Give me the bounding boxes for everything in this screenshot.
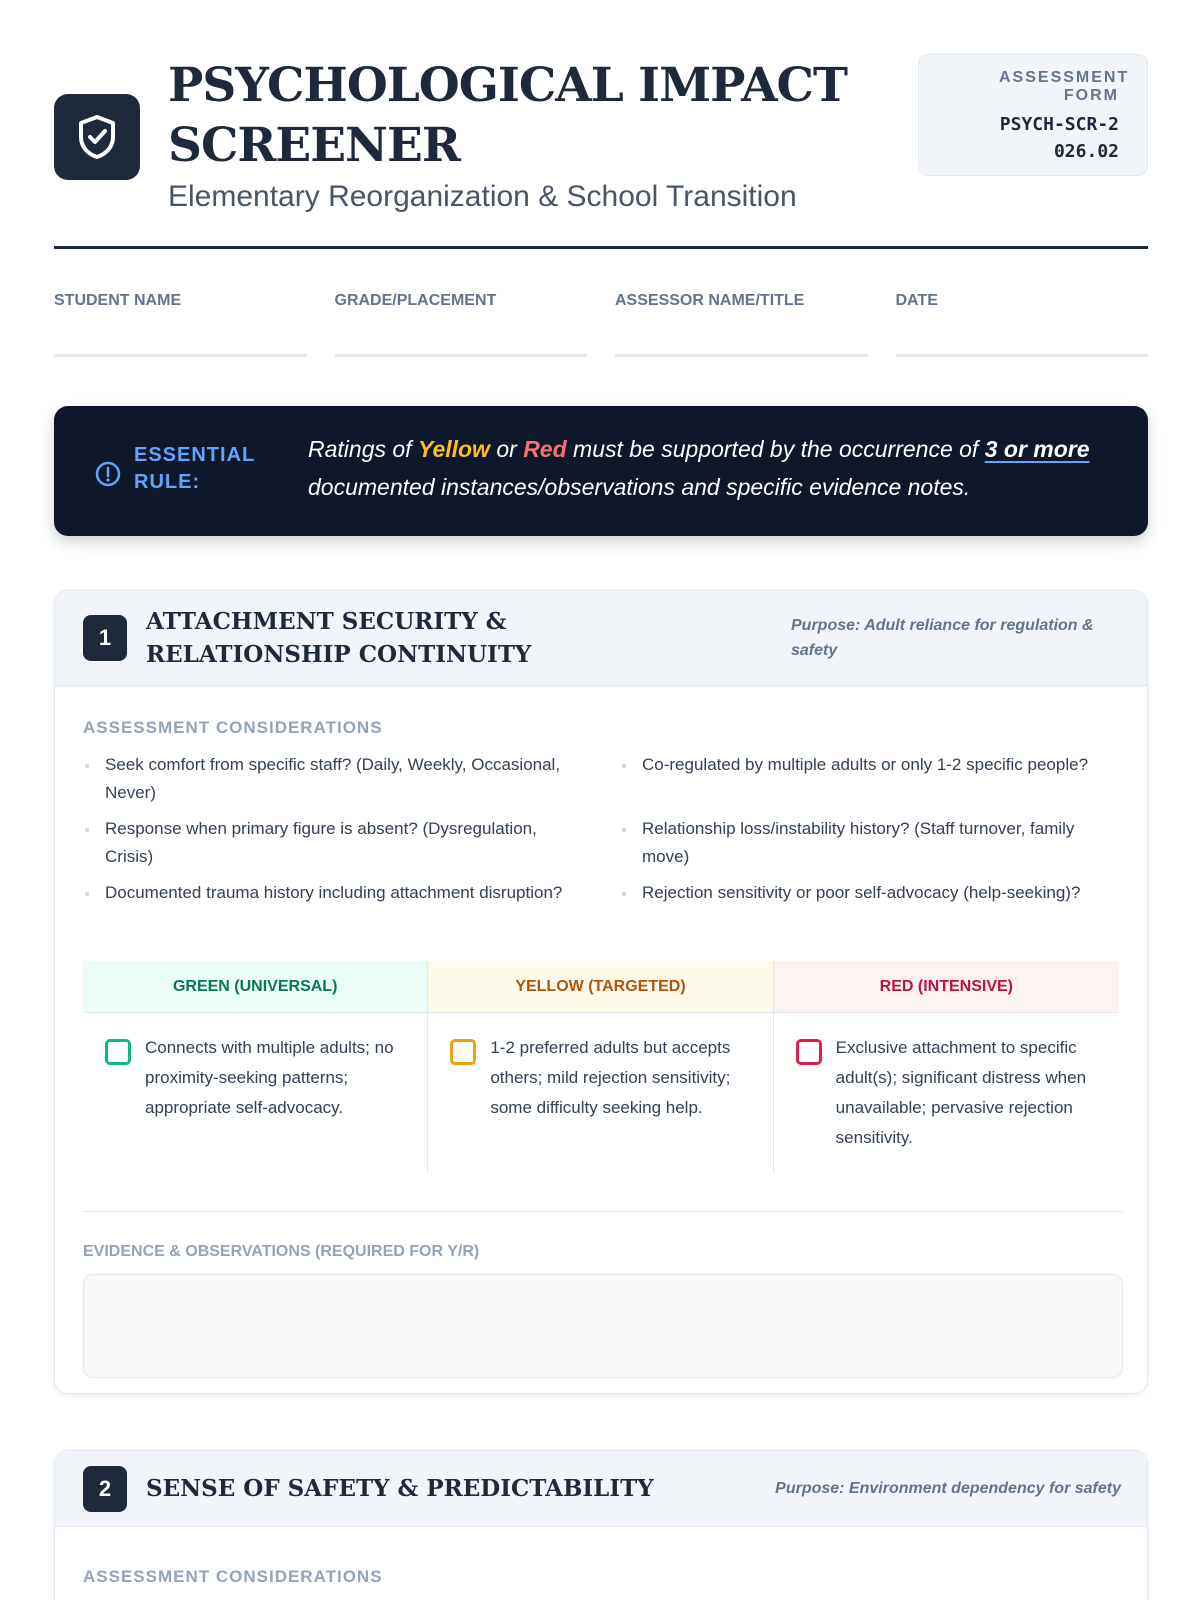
list-item: Response when primary figure is absent? (Dysregulation, Crisis): [83, 815, 586, 871]
page-title: PSYCHOLOGICAL IMPACT SCREENER: [168, 58, 847, 173]
green-checkbox[interactable]: [105, 1039, 131, 1065]
tier-description: 1-2 preferred adults but accepts others; mild rejection sensitivity; some difficulty seeking help.: [490, 1038, 731, 1117]
section-sense-of-safety: [54, 1450, 1148, 1600]
shield-check-icon: [54, 94, 140, 180]
section-attachment-security: [54, 590, 1148, 1394]
info-circle-icon: [94, 460, 122, 493]
red-checkbox[interactable]: [796, 1039, 822, 1065]
section-divider: [83, 1211, 1123, 1212]
form-label: ASSESSMENT FORM: [999, 69, 1130, 104]
header-divider: [54, 246, 1148, 249]
tier-description: Exclusive attachment to specific adult(s); significant distress when unavailable; pervasive rejection sensitivity.: [835, 1038, 1087, 1147]
student-info-fields: [54, 292, 1148, 357]
tier-yellow-option[interactable]: [428, 1013, 773, 1173]
essential-rule-text: [308, 430, 1108, 506]
section-number: 1: [83, 615, 127, 661]
field-input-line[interactable]: [896, 354, 1149, 357]
considerations-label: ASSESSMENT CONSIDERATIONS: [83, 1567, 383, 1586]
list-item: Co-regulated by multiple adults or only 1-2 specific people?: [620, 751, 1123, 807]
page-subtitle: Elementary Reorganization & School Transition: [168, 180, 797, 213]
rule-red: Red: [523, 436, 567, 462]
field-label: ASSESSOR NAME/TITLE: [615, 292, 805, 309]
tier-green-header: GREEN (UNIVERSAL): [83, 961, 428, 1013]
rule-emphasis: 3 or more: [984, 436, 1090, 462]
form-code: PSYCH-SCR-2026.02: [999, 114, 1119, 162]
considerations-label: ASSESSMENT CONSIDERATIONS: [83, 718, 383, 737]
list-item: Relationship loss/instability history? (Staff turnover, family move): [620, 815, 1123, 871]
rule-text: Ratings of: [308, 436, 418, 462]
section-header: [55, 591, 1147, 686]
field-input-line[interactable]: [54, 354, 307, 357]
student-name-field[interactable]: [54, 292, 307, 357]
section-purpose: Purpose: Environment dependency for safety: [775, 1480, 1121, 1497]
yellow-checkbox[interactable]: [450, 1039, 476, 1065]
essential-rule-label: ESSENTIAL RULE:: [134, 444, 255, 493]
field-label: STUDENT NAME: [54, 292, 182, 309]
rule-text: must be supported by the occurrence of: [566, 436, 985, 462]
rule-yellow: Yellow: [417, 436, 490, 462]
field-input-line[interactable]: [335, 354, 588, 357]
section-title: ATTACHMENT SECURITY & RELATIONSHIP CONTINUITY: [146, 608, 532, 668]
rule-text: or: [489, 436, 524, 462]
section-header: [55, 1451, 1147, 1527]
evidence-label: EVIDENCE & OBSERVATIONS (REQUIRED FOR Y/R): [83, 1243, 480, 1260]
considerations-list: [83, 751, 1123, 907]
tier-red-option[interactable]: [774, 1013, 1119, 1173]
tier-yellow-header: YELLOW (TARGETED): [428, 961, 773, 1013]
tier-green-option[interactable]: [83, 1013, 428, 1173]
field-label: DATE: [895, 292, 938, 309]
list-item: Documented trauma history including attachment disruption?: [83, 879, 586, 907]
tier-red-header: RED (INTENSIVE): [774, 961, 1119, 1013]
list-item: Seek comfort from specific staff? (Daily, Weekly, Occasional, Never): [83, 751, 586, 807]
page-header: [54, 54, 1148, 246]
section-purpose: Purpose: Adult reliance for regulation & safety: [791, 617, 1094, 659]
evidence-textarea[interactable]: [83, 1274, 1123, 1378]
form-id-card: [918, 54, 1148, 176]
list-item: Rejection sensitivity or poor self-advocacy (help-seeking)?: [620, 879, 1123, 907]
field-label: GRADE/PLACEMENT: [334, 292, 497, 309]
section-title: SENSE OF SAFETY & PREDICTABILITY: [146, 1475, 654, 1502]
essential-rule-banner: [54, 406, 1148, 536]
grade-placement-field[interactable]: [335, 292, 588, 357]
tier-description: Connects with multiple adults; no proximity-seeking patterns; appropriate self-advocacy.: [145, 1038, 394, 1117]
rule-text: documented instances/observations and specific evidence notes.: [308, 474, 971, 500]
date-field[interactable]: [896, 292, 1149, 357]
field-input-line[interactable]: [615, 354, 868, 357]
assessor-field[interactable]: [615, 292, 868, 357]
section-number: 2: [83, 1466, 127, 1512]
rating-tiers: [83, 961, 1119, 1173]
